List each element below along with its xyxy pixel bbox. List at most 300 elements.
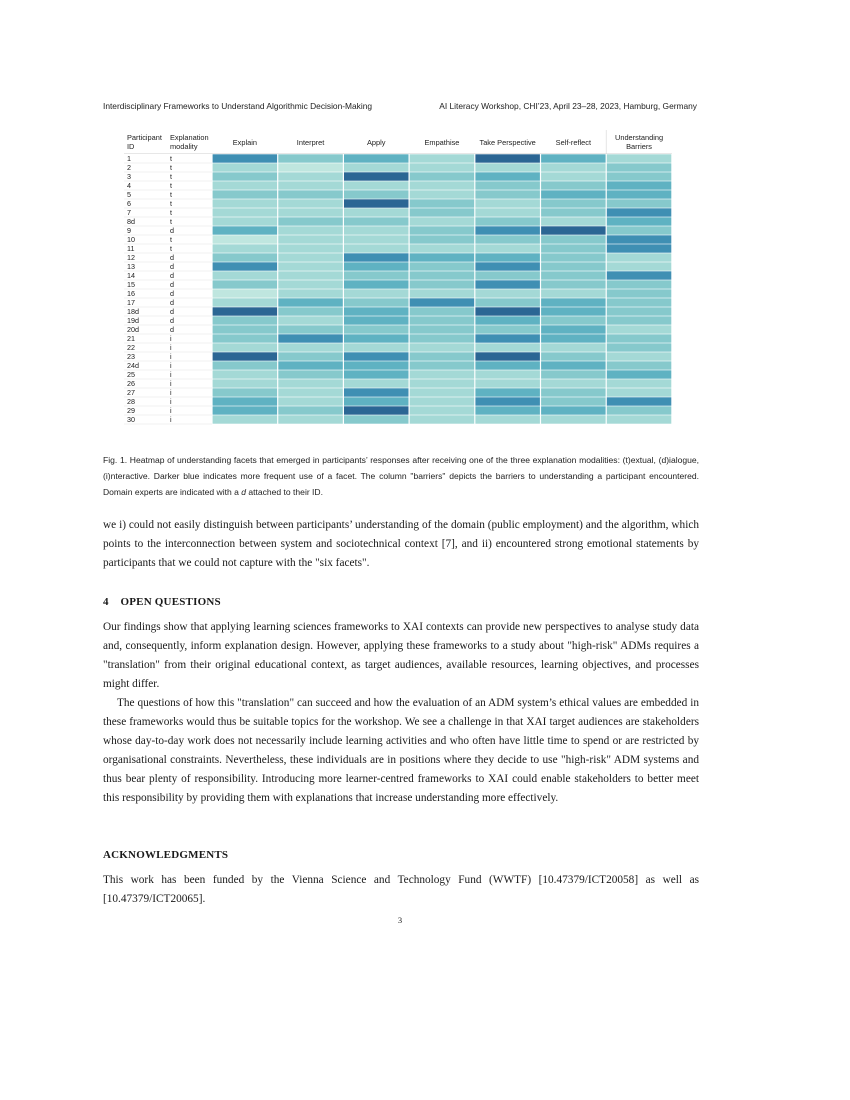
heatmap-cell xyxy=(607,406,672,414)
row-participant-id: 6 xyxy=(127,199,131,209)
heatmap-cell xyxy=(475,190,540,198)
row-participant-id: 8d xyxy=(127,217,135,227)
row-modality: i xyxy=(170,361,172,371)
heatmap-cell xyxy=(213,190,278,198)
heatmap-cell xyxy=(410,388,475,396)
heatmap-cell xyxy=(213,172,278,180)
row-modality: t xyxy=(170,244,172,254)
heatmap-figure xyxy=(124,130,676,430)
heatmap-cell xyxy=(344,379,409,387)
heatmap-cell xyxy=(213,280,278,288)
heatmap-cell xyxy=(213,361,278,369)
heatmap-cell xyxy=(541,325,606,333)
row-modality: t xyxy=(170,154,172,164)
heatmap-cell xyxy=(475,352,540,360)
heatmap-cell xyxy=(278,343,343,351)
heatmap-cell xyxy=(278,235,343,243)
heatmap-cell xyxy=(410,217,475,225)
running-head-title: Interdisciplinary Frameworks to Understand Algorithmic Decision-Making xyxy=(103,101,373,111)
heatmap-cell xyxy=(213,217,278,225)
heatmap-cell xyxy=(541,181,606,189)
heatmap-cell xyxy=(410,343,475,351)
heatmap-cell xyxy=(410,253,475,261)
heatmap-cell xyxy=(541,415,606,423)
heatmap-cell xyxy=(213,379,278,387)
heatmap-cell xyxy=(344,370,409,378)
heatmap-cell xyxy=(410,298,475,306)
row-modality: i xyxy=(170,334,172,344)
heatmap-cell xyxy=(410,271,475,279)
heatmap-cell xyxy=(607,208,672,216)
heatmap-cell xyxy=(278,352,343,360)
column-header: Self-reflect xyxy=(555,138,592,147)
row-modality: d xyxy=(170,298,174,308)
row-modality: t xyxy=(170,199,172,209)
row-participant-id: 22 xyxy=(127,343,135,353)
heatmap-cell xyxy=(475,334,540,342)
heatmap-cell xyxy=(541,298,606,306)
heatmap-cell xyxy=(344,208,409,216)
heatmap-cell xyxy=(607,190,672,198)
heatmap-cell xyxy=(410,181,475,189)
section-open-questions-body xyxy=(103,618,699,808)
heatmap-cell xyxy=(410,397,475,405)
heatmap-cell xyxy=(410,154,475,162)
heatmap-cell xyxy=(213,271,278,279)
heatmap-cell xyxy=(344,154,409,162)
row-modality: i xyxy=(170,370,172,380)
heatmap-cell xyxy=(607,244,672,252)
heatmap-cell xyxy=(410,316,475,324)
heatmap-cell xyxy=(344,172,409,180)
heatmap-cell xyxy=(607,154,672,162)
heatmap-cell xyxy=(541,253,606,261)
row-modality: t xyxy=(170,172,172,182)
heatmap-cell xyxy=(475,325,540,333)
row-modality: t xyxy=(170,190,172,200)
heatmap-cell xyxy=(213,253,278,261)
heatmap-cell xyxy=(213,289,278,297)
paragraph: This work has been funded by the Vienna Science and Technology Fund (WWTF) [10.47379/ICT20058] as well as [10.47379/ICT20065]. xyxy=(103,874,699,905)
paragraph: The questions of how this "translation" can succeed and how the evaluation of an ADM system’s ethical values are embedded in these frameworks would thus be suitable topics for the workshop. We see a challenge in that XAI target audiences are stakeholders whose day-to-day work does not necessarily include learning activities and who often have little time to spend or are restricted by organisational constraints. Nevertheless, these individuals are in positions where they decide to use "high-risk" ADM systems and thus bear plenty of responsibility. Introducing more learner-centred frameworks to XAI could enable stakeholders to better meet this responsibility by providing them with explanations that increase understanding more effectively. xyxy=(103,697,699,804)
row-participant-id: 12 xyxy=(127,253,135,263)
heatmap-cell xyxy=(410,199,475,207)
heatmap-cell xyxy=(278,271,343,279)
heatmap-cell xyxy=(344,397,409,405)
heatmap-cell xyxy=(344,163,409,171)
heatmap-cell xyxy=(410,289,475,297)
heatmap-chart xyxy=(124,130,676,430)
heatmap-cell xyxy=(278,379,343,387)
row-modality: i xyxy=(170,379,172,389)
row-modality: i xyxy=(170,352,172,362)
heatmap-cell xyxy=(475,343,540,351)
heatmap-cell xyxy=(344,415,409,423)
heatmap-cell xyxy=(278,280,343,288)
row-participant-id: 1 xyxy=(127,154,131,164)
heatmap-cell xyxy=(278,163,343,171)
heatmap-cell xyxy=(410,172,475,180)
row-participant-id: 20d xyxy=(127,325,139,335)
heatmap-cell xyxy=(541,307,606,315)
heatmap-cell xyxy=(541,361,606,369)
heatmap-cell xyxy=(410,325,475,333)
row-participant-id: 29 xyxy=(127,406,135,416)
column-header: Empathise xyxy=(424,138,460,147)
heatmap-cell xyxy=(410,352,475,360)
row-modality: d xyxy=(170,253,174,263)
heatmap-cell xyxy=(213,298,278,306)
heatmap-cell xyxy=(344,334,409,342)
heatmap-cell xyxy=(213,208,278,216)
header-explanation: Explanation xyxy=(170,133,209,142)
column-header: Take Perspective xyxy=(479,138,536,147)
heatmap-cell xyxy=(278,172,343,180)
column-header: Explain xyxy=(232,138,257,147)
heatmap-cell xyxy=(607,253,672,261)
heatmap-cell xyxy=(278,190,343,198)
heatmap-cell xyxy=(475,235,540,243)
heatmap-cell xyxy=(541,271,606,279)
row-modality: d xyxy=(170,280,174,290)
heatmap-cell xyxy=(541,217,606,225)
heatmap-cell xyxy=(607,379,672,387)
figure-caption xyxy=(103,452,699,500)
heatmap-cell xyxy=(344,343,409,351)
heatmap-cell xyxy=(213,388,278,396)
header-modality: modality xyxy=(170,142,198,151)
heatmap-cell xyxy=(541,343,606,351)
heatmap-cell xyxy=(541,262,606,270)
heatmap-cell xyxy=(541,370,606,378)
heatmap-cell xyxy=(213,415,278,423)
heatmap-cell xyxy=(475,415,540,423)
row-participant-id: 16 xyxy=(127,289,135,299)
heatmap-cell xyxy=(410,262,475,270)
heatmap-cell xyxy=(475,262,540,270)
heatmap-cell xyxy=(475,217,540,225)
heatmap-cell xyxy=(213,343,278,351)
row-modality: d xyxy=(170,316,174,326)
heatmap-cell xyxy=(344,298,409,306)
heatmap-cell xyxy=(278,370,343,378)
heatmap-cell xyxy=(475,307,540,315)
row-participant-id: 26 xyxy=(127,379,135,389)
heatmap-cell xyxy=(541,406,606,414)
heatmap-cell xyxy=(607,361,672,369)
heatmap-cell xyxy=(475,271,540,279)
heatmap-cell xyxy=(475,154,540,162)
section-heading-open-questions: 4 OPEN QUESTIONS xyxy=(103,596,221,608)
heatmap-cell xyxy=(410,370,475,378)
heatmap-cell xyxy=(278,199,343,207)
heatmap-cell xyxy=(213,334,278,342)
heatmap-cell xyxy=(344,235,409,243)
heatmap-cell xyxy=(607,352,672,360)
heatmap-cell xyxy=(541,199,606,207)
heatmap-cell xyxy=(213,244,278,252)
row-modality: i xyxy=(170,406,172,416)
heatmap-cell xyxy=(410,208,475,216)
column-header: Apply xyxy=(367,138,386,147)
heatmap-cell xyxy=(607,388,672,396)
heatmap-cell xyxy=(344,388,409,396)
heatmap-cell xyxy=(541,280,606,288)
heatmap-cell xyxy=(278,325,343,333)
heatmap-cell xyxy=(607,235,672,243)
heatmap-cell xyxy=(213,406,278,414)
row-modality: d xyxy=(170,226,174,236)
paragraph-continuation xyxy=(103,516,699,573)
heatmap-cell xyxy=(213,325,278,333)
row-modality: t xyxy=(170,235,172,245)
row-modality: i xyxy=(170,343,172,353)
heatmap-cell xyxy=(607,262,672,270)
row-participant-id: 25 xyxy=(127,370,135,380)
heatmap-cell xyxy=(541,289,606,297)
row-participant-id: 24d xyxy=(127,361,139,371)
heatmap-cell xyxy=(475,280,540,288)
acknowledgments-body xyxy=(103,871,699,909)
heatmap-cell xyxy=(607,343,672,351)
section-heading-acknowledgments: ACKNOWLEDGMENTS xyxy=(103,849,229,861)
heatmap-cell xyxy=(344,316,409,324)
heatmap-cell xyxy=(213,316,278,324)
paragraph: Our findings show that applying learning sciences frameworks to XAI contexts can provide new perspectives to analyse study data and, consequently, inform explanation design. However, applying these frameworks to a study about "high-risk" ADMs requires a "translation" from their original educational context, as target audiences, available resources, learning objectives, and processes might differ. xyxy=(103,621,699,690)
row-modality: d xyxy=(170,325,174,335)
heatmap-cell xyxy=(213,181,278,189)
row-modality: t xyxy=(170,163,172,173)
running-head-venue: AI Literacy Workshop, CHI’23, April 23–28, 2023, Hamburg, Germany xyxy=(439,101,697,111)
heatmap-cell xyxy=(410,190,475,198)
heatmap-cell xyxy=(541,352,606,360)
row-modality: t xyxy=(170,217,172,227)
heatmap-cell xyxy=(344,226,409,234)
heatmap-cell xyxy=(410,406,475,414)
row-modality: i xyxy=(170,388,172,398)
heatmap-cell xyxy=(475,316,540,324)
heatmap-cell xyxy=(213,163,278,171)
heatmap-cell xyxy=(278,253,343,261)
heatmap-cell xyxy=(344,199,409,207)
heatmap-cell xyxy=(344,253,409,261)
heatmap-cell xyxy=(410,280,475,288)
column-header-barriers: Barriers xyxy=(626,142,652,151)
page-number: 3 xyxy=(397,915,403,925)
heatmap-cell xyxy=(541,190,606,198)
heatmap-cell xyxy=(607,289,672,297)
heatmap-cell xyxy=(278,244,343,252)
running-head xyxy=(103,101,697,111)
heatmap-cell xyxy=(475,361,540,369)
heatmap-cell xyxy=(213,307,278,315)
heatmap-cell xyxy=(475,370,540,378)
heatmap-cell xyxy=(410,379,475,387)
heatmap-cell xyxy=(344,325,409,333)
heatmap-cell xyxy=(607,397,672,405)
heatmap-cell xyxy=(475,163,540,171)
heatmap-cell xyxy=(278,262,343,270)
heatmap-cell xyxy=(213,226,278,234)
heatmap-cell xyxy=(607,415,672,423)
heatmap-cell xyxy=(607,217,672,225)
heatmap-cell xyxy=(344,190,409,198)
heatmap-cell xyxy=(278,397,343,405)
heatmap-cell xyxy=(344,244,409,252)
heatmap-cell xyxy=(475,199,540,207)
heatmap-cell xyxy=(278,154,343,162)
heatmap-cell xyxy=(541,397,606,405)
caption-text: Fig. 1. Heatmap of understanding facets that emerged in participants’ responses after receiving one of the three explanation modalities: (t)extual, (d)ialogue, (i)nteractive. Darker blue indicates more frequent use of a facet. The column "barriers" depicts the barriers to understanding a participant encountered. Domain experts are indicated with a xyxy=(103,455,699,497)
row-modality: t xyxy=(170,208,172,218)
row-participant-id: 28 xyxy=(127,397,135,407)
heatmap-cell xyxy=(410,307,475,315)
row-participant-id: 11 xyxy=(127,244,135,254)
heatmap-cell xyxy=(278,208,343,216)
row-participant-id: 2 xyxy=(127,163,131,173)
row-participant-id: 15 xyxy=(127,280,135,290)
heatmap-cell xyxy=(213,397,278,405)
heatmap-cell xyxy=(607,271,672,279)
row-participant-id: 30 xyxy=(127,415,135,425)
heatmap-cell xyxy=(278,307,343,315)
heatmap-cell xyxy=(278,181,343,189)
caption-text-end: attached to their ID. xyxy=(246,487,323,497)
row-modality: i xyxy=(170,397,172,407)
row-modality: d xyxy=(170,289,174,299)
heatmap-cell xyxy=(541,226,606,234)
heatmap-cell xyxy=(607,325,672,333)
heatmap-cell xyxy=(213,352,278,360)
heatmap-cell xyxy=(213,199,278,207)
heatmap-cell xyxy=(344,406,409,414)
heatmap-cell xyxy=(541,208,606,216)
heatmap-cell xyxy=(607,163,672,171)
heatmap-cell xyxy=(541,235,606,243)
heatmap-cell xyxy=(475,397,540,405)
heatmap-cell xyxy=(607,226,672,234)
heatmap-cell xyxy=(410,163,475,171)
row-participant-id: 18d xyxy=(127,307,139,317)
row-modality: d xyxy=(170,262,174,272)
heatmap-cell xyxy=(475,181,540,189)
heatmap-cell xyxy=(607,298,672,306)
heatmap-cell xyxy=(278,316,343,324)
row-modality: d xyxy=(170,307,174,317)
row-participant-id: 19d xyxy=(127,316,139,326)
heatmap-cell xyxy=(410,334,475,342)
row-participant-id: 10 xyxy=(127,235,135,245)
heatmap-cell xyxy=(541,388,606,396)
heatmap-cell xyxy=(344,280,409,288)
heatmap-cell xyxy=(213,370,278,378)
heatmap-cell xyxy=(278,226,343,234)
heatmap-cell xyxy=(278,289,343,297)
row-modality: d xyxy=(170,271,174,281)
heatmap-cell xyxy=(213,154,278,162)
row-modality: i xyxy=(170,415,172,425)
heatmap-cell xyxy=(344,289,409,297)
heatmap-cell xyxy=(278,415,343,423)
row-participant-id: 4 xyxy=(127,181,131,191)
row-participant-id: 5 xyxy=(127,190,131,200)
heatmap-cell xyxy=(607,370,672,378)
heatmap-cell xyxy=(344,271,409,279)
paragraph: we i) could not easily distinguish between participants’ understanding of the domain (public employment) and the algorithm, which points to the interconnection between system and sociotechnical context [7], and ii) encountered strong emotional statements by participants that we could not capture with the "six facets". xyxy=(103,519,699,569)
row-participant-id: 27 xyxy=(127,388,135,398)
heatmap-cell xyxy=(410,226,475,234)
row-participant-id: 13 xyxy=(127,262,135,272)
heatmap-cell xyxy=(344,307,409,315)
heatmap-cell xyxy=(475,172,540,180)
heatmap-cell xyxy=(607,280,672,288)
heatmap-cell xyxy=(344,262,409,270)
heatmap-cell xyxy=(410,244,475,252)
heatmap-cell xyxy=(541,316,606,324)
heatmap-cell xyxy=(607,172,672,180)
heatmap-cell xyxy=(541,334,606,342)
row-participant-id: 3 xyxy=(127,172,131,182)
header-id: ID xyxy=(127,142,135,151)
heatmap-cell xyxy=(213,262,278,270)
heatmap-cell xyxy=(278,217,343,225)
heatmap-cell xyxy=(607,199,672,207)
column-header: Interpret xyxy=(296,138,325,147)
caption-italic-d: d xyxy=(241,487,247,497)
heatmap-cell xyxy=(278,361,343,369)
heatmap-cell xyxy=(607,316,672,324)
heatmap-cell xyxy=(344,181,409,189)
header-participant: Participant xyxy=(127,133,162,142)
heatmap-cell xyxy=(475,379,540,387)
heatmap-cell xyxy=(344,352,409,360)
row-participant-id: 23 xyxy=(127,352,135,362)
heatmap-cell xyxy=(541,172,606,180)
heatmap-cell xyxy=(278,406,343,414)
heatmap-cell xyxy=(475,388,540,396)
heatmap-cell xyxy=(475,208,540,216)
heatmap-cell xyxy=(410,235,475,243)
heatmap-cell xyxy=(607,334,672,342)
heatmap-cell xyxy=(475,244,540,252)
heatmap-cell xyxy=(541,154,606,162)
heatmap-cell xyxy=(475,298,540,306)
heatmap-cell xyxy=(410,415,475,423)
heatmap-cell xyxy=(541,379,606,387)
heatmap-cell xyxy=(475,226,540,234)
heatmap-cell xyxy=(410,361,475,369)
heatmap-cell xyxy=(278,388,343,396)
row-modality: t xyxy=(170,181,172,191)
heatmap-cell xyxy=(344,361,409,369)
heatmap-cell xyxy=(344,217,409,225)
row-participant-id: 7 xyxy=(127,208,131,218)
heatmap-cell xyxy=(541,244,606,252)
row-participant-id: 14 xyxy=(127,271,135,281)
row-participant-id: 9 xyxy=(127,226,131,236)
heatmap-cell xyxy=(213,235,278,243)
heatmap-cell xyxy=(278,298,343,306)
heatmap-cell xyxy=(607,181,672,189)
heatmap-cell xyxy=(278,334,343,342)
heatmap-cell xyxy=(541,163,606,171)
column-header-barriers: Understanding xyxy=(615,133,664,142)
heatmap-cell xyxy=(475,406,540,414)
heatmap-cell xyxy=(475,253,540,261)
heatmap-cell xyxy=(475,289,540,297)
row-participant-id: 21 xyxy=(127,334,135,344)
heatmap-cell xyxy=(607,307,672,315)
